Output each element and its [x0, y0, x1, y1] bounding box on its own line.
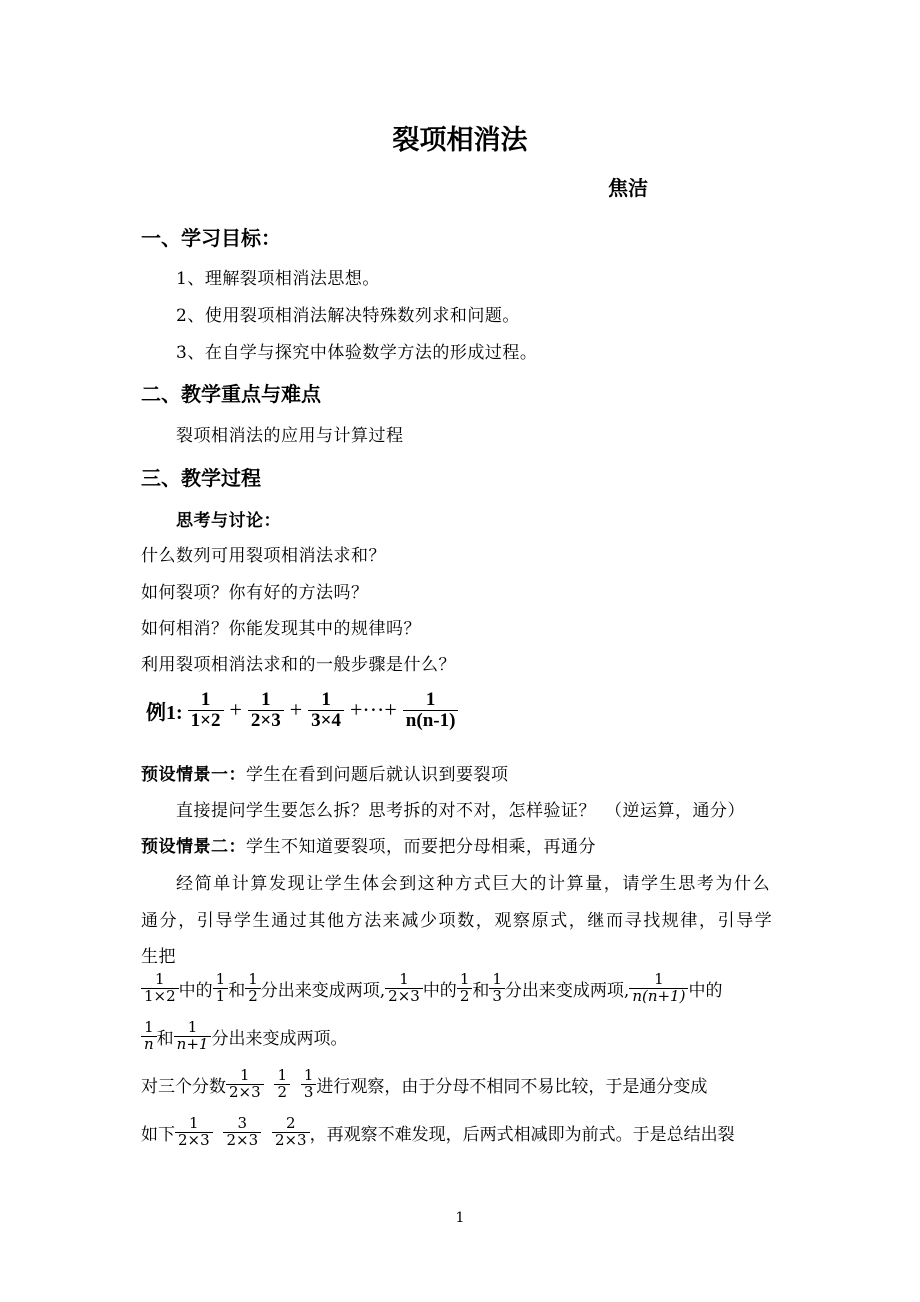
text: 进行观察，由于分母不相同不易比较，于是通分变成 [316, 1076, 708, 1097]
example-formula [146, 690, 458, 731]
text: 中的 [688, 980, 723, 1001]
text: 中的 [422, 980, 457, 1001]
page-number: 1 [455, 1210, 465, 1226]
text: ，再观察不难发现，后两式相减即为前式。于是总结出裂 [309, 1124, 735, 1145]
question-item: 利用裂项相消法求和的一般步骤是什么？ [141, 655, 456, 675]
question-item: 如何相消？你能发现其中的规律吗？ [141, 619, 421, 639]
fraction: $\frac{1}{3\times 4}$ [308, 690, 344, 731]
author-name: 焦洁 [608, 176, 648, 200]
key-points-text: 裂项相消法的应用与计算过程 [176, 426, 404, 446]
scenario-two-label: 预设情景二： [141, 837, 246, 857]
ellipsis-sign: +···+ [350, 697, 397, 723]
paragraph-line: 生把 [141, 947, 176, 967]
section-heading-objectives: 一、学习目标： [141, 226, 281, 250]
example-label: 例1: [146, 701, 183, 724]
text: 分出来变成两项。 [211, 1028, 348, 1049]
fraction: $\frac{1}{2\times 3}$ [385, 972, 423, 1005]
scenario-one-text: 学生在看到问题后就认识到要裂项 [246, 765, 509, 785]
question-item: 如何裂项？你有好的方法吗？ [141, 583, 369, 603]
fraction: $\frac{1}{1}$ [213, 972, 229, 1005]
fraction: $\frac{1}{1\times 2}$ [141, 972, 179, 1005]
scenario-one [141, 760, 509, 785]
fraction: $\frac{1}{2\times 3}$ [226, 1068, 264, 1101]
math-line [141, 1116, 735, 1149]
question-item: 什么数列可用裂项相消法求和？ [141, 546, 386, 566]
paragraph-line: 通分，引导学生通过其他方法来减少项数，观察原式，继而寻找规律，引导学 [141, 911, 774, 931]
objective-item: 3、在自学与探究中体验数学方法的形成过程。 [176, 343, 538, 363]
scenario-two [141, 832, 596, 857]
plus-sign: + [229, 697, 242, 723]
text: 对三个分数 [141, 1076, 226, 1097]
section-heading-key-points: 二、教学重点与难点 [141, 382, 321, 406]
fraction: $\frac{1}{3}$ [301, 1068, 317, 1101]
math-line [141, 972, 722, 1005]
fraction: $\frac{1}{n(n+1)}$ [629, 972, 688, 1005]
fraction: $\frac{1}{2}$ [274, 1068, 290, 1101]
fraction: $\frac{2}{2\times 3}$ [272, 1116, 310, 1149]
fraction: $\frac{1}{n}$ [141, 1020, 157, 1053]
objective-item: 1、理解裂项相消法思想。 [176, 269, 380, 289]
plus-sign: + [289, 697, 303, 723]
scenario-two-text: 学生不知道要裂项，而要把分母相乘，再通分 [246, 837, 596, 857]
fraction: $\frac{1}{n(n-1)}$ [403, 690, 459, 731]
fraction: $\frac{1}{2}$ [457, 972, 473, 1005]
fraction: $\frac{1}{2\times 3}$ [248, 690, 284, 731]
text: 和 [228, 980, 246, 1001]
fraction: $\frac{1}{2}$ [245, 972, 261, 1005]
section-heading-process: 三、教学过程 [141, 466, 261, 490]
fraction: $\frac{1}{1\times 2}$ [188, 690, 224, 731]
document-title: 裂项相消法 [392, 125, 528, 156]
discussion-label: 思考与讨论： [176, 511, 281, 531]
fraction: $\frac{1}{n+1}$ [174, 1020, 212, 1053]
text: 分出来变成两项, [260, 980, 386, 1001]
text: 和 [156, 1028, 174, 1049]
fraction: $\frac{3}{2\times 3}$ [223, 1116, 261, 1149]
text: 中的 [178, 980, 213, 1001]
scenario-one-follow: 直接提问学生要怎么拆？思考拆的对不对，怎样验证？ （逆运算，通分） [176, 801, 745, 821]
fraction: $\frac{1}{2\times 3}$ [175, 1116, 213, 1149]
paragraph-line: 经简单计算发现让学生体会到这种方式巨大的计算量，请学生思考为什么 [176, 874, 772, 894]
scenario-one-label: 预设情景一： [141, 765, 246, 785]
math-line [141, 1068, 707, 1101]
text: 分出来变成两项, [504, 980, 630, 1001]
math-line [141, 1020, 347, 1053]
fraction: $\frac{1}{3}$ [489, 972, 505, 1005]
text: 和 [472, 980, 490, 1001]
text: 如下 [141, 1124, 175, 1145]
objective-item: 2、使用裂项相消法解决特殊数列求和问题。 [176, 306, 520, 326]
